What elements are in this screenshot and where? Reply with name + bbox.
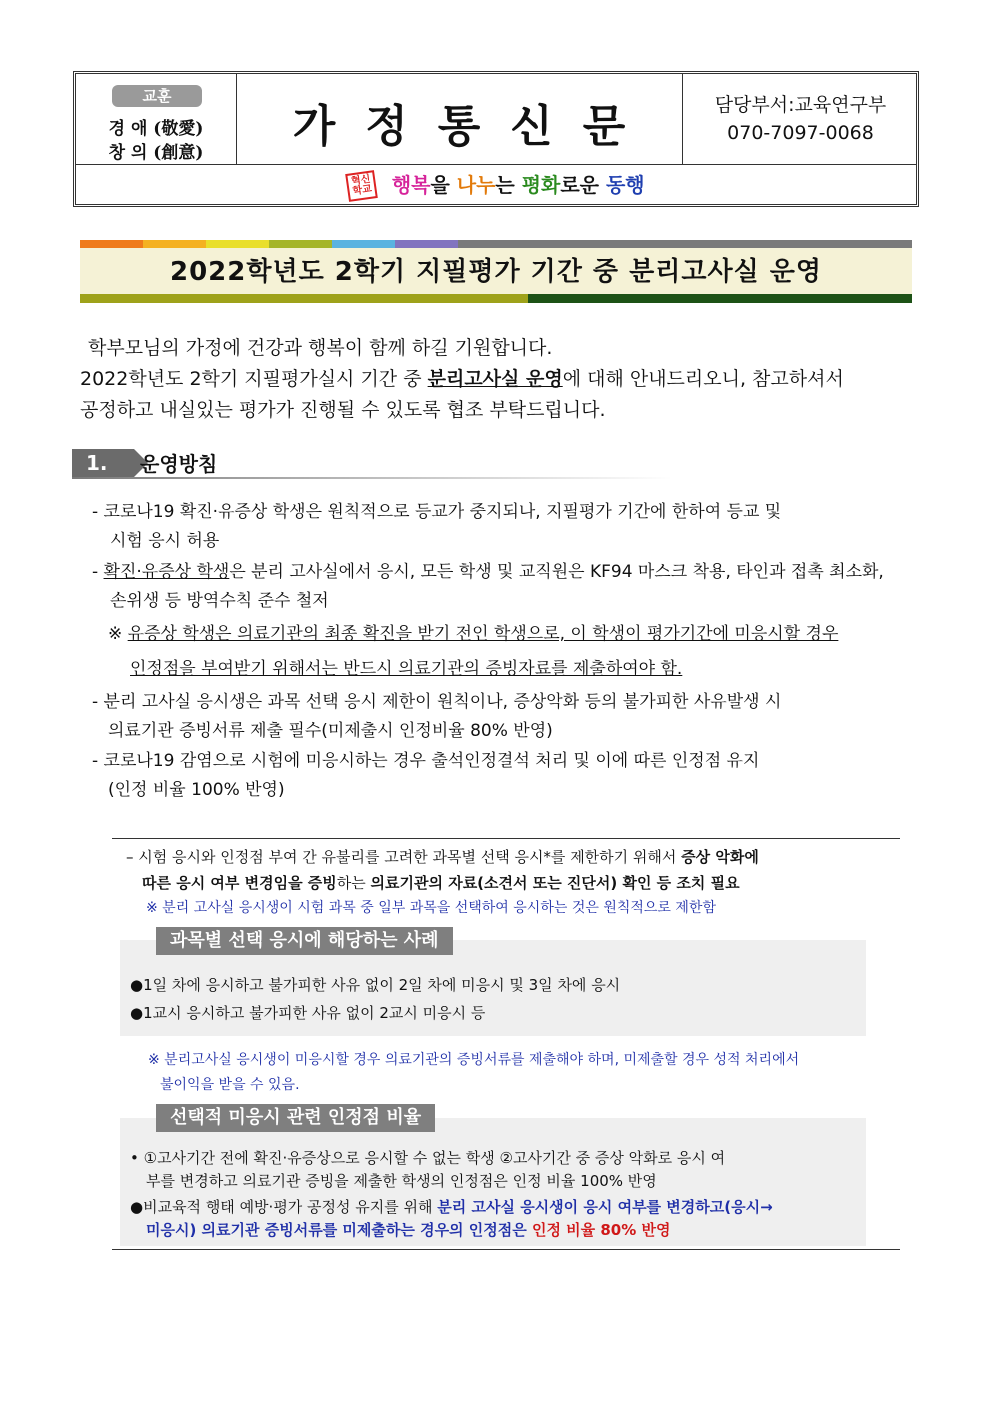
- box-para-line-1: [126, 844, 759, 870]
- bullet-3-line-1: - 분리 고사실 응시생은 과목 선택 응시 제한이 원칙이나, 증상악화 등의 불가피한 사유발생 시: [92, 692, 782, 712]
- note-text: 유증상 학생은 의료기관의 최종 확진을 받기 전인 학생으로, 이 학생이 평가기간에 미응시할 경우: [127, 624, 839, 644]
- bullet-underline: 확진·유증상 학생: [103, 562, 230, 582]
- stripe-segment: [80, 240, 143, 248]
- intro-line-2: [80, 364, 844, 395]
- title-banner: [80, 248, 912, 294]
- ratio-tag: 선택적 미응시 관련 인정점 비율: [156, 1104, 435, 1132]
- ratio-1-line-2: 부를 변경하고 의료기관 증빙을 제출한 학생의 인정점은 인정 비율 100% 반영: [146, 1172, 657, 1190]
- slogan-part: 나누: [456, 173, 496, 197]
- newsletter-title: 가정통신문: [292, 101, 656, 152]
- intro-text: 2022학년도 2학기 지필평가실시 기간 중: [80, 368, 428, 390]
- section-underline: [72, 477, 672, 479]
- ratio-emphasis: 분리 고사실 응시생이 응시 여부를 변경하고(응시→: [437, 1198, 773, 1216]
- intro-line-1: 학부모님의 가정에 건강과 행복이 함께 하길 기원합니다.: [88, 337, 553, 359]
- banner-underline-green: [528, 294, 912, 303]
- cases-tag: 과목별 선택 응시에 해당하는 사례: [156, 927, 453, 955]
- motto-label: 교훈: [112, 85, 202, 107]
- stripe-segment: [269, 240, 332, 248]
- box-note-1: ※ 분리 고사실 응시생이 시험 과목 중 일부 과목을 선택하여 응시하는 것은 원칙적으로 제한함: [146, 900, 716, 916]
- stamp-line-1: 혁신: [350, 173, 372, 187]
- bullet-2-line-1: [92, 558, 884, 587]
- box-note-2-line-1: ※ 분리고사실 응시생이 미응시할 경우 의료기관의 증빙서류를 제출해야 하며, 미제출할 경우 성적 처리에서: [148, 1052, 800, 1068]
- box-bold: 증상 악화에: [681, 848, 759, 866]
- note-line-1: [108, 620, 838, 649]
- school-slogan: [392, 164, 645, 207]
- slogan-row: [76, 164, 916, 207]
- motto-line-2: 창 의 (創意): [108, 143, 204, 163]
- motto-line-1: 경 애 (敬愛): [108, 119, 204, 139]
- stripe-segment: [332, 240, 395, 248]
- bullet-1-line-1: - 코로나19 확진·유증상 학생은 원칙적으로 등교가 중지되나, 지필평가 기간에 한하여 등교 및: [92, 502, 782, 522]
- ratio-emphasis: 미응시) 의료기관 증빙서류를 미제출하는 경우의 인정점은: [146, 1221, 532, 1239]
- slogan-part: 동행: [605, 173, 645, 197]
- box-text: – 시험 응시와 인정점 부여 간 유불리를 고려한 과목별 선택 응시*를 제한하기 위해서: [126, 848, 682, 866]
- note-symbol: ※: [108, 624, 128, 644]
- bullet-4-line-2: (인정 비율 100% 반영): [108, 780, 285, 800]
- case-1: ●1일 차에 응시하고 불가피한 사유 없이 2일 차에 미응시 및 3일 차에 응시: [130, 976, 621, 994]
- slogan-part: 로운: [560, 173, 606, 197]
- title-cell: [236, 74, 683, 164]
- phone-number: 070-7097-0068: [727, 122, 874, 144]
- section-title: 운영방침: [140, 452, 218, 476]
- ratio-text: ●비교육적 행태 예방·평가 공정성 유지를 위해: [130, 1198, 438, 1216]
- ratio-2-line-2: [146, 1217, 670, 1243]
- ratio-red-emphasis: 인정 비율 80% 반영: [531, 1221, 671, 1239]
- department: 담당부서:교육연구부: [714, 94, 887, 116]
- intro-line-3: 공정하고 내실있는 평가가 진행될 수 있도록 협조 부탁드립니다.: [80, 399, 606, 421]
- stripe-segment: [458, 240, 912, 248]
- stripe-segment: [206, 240, 269, 248]
- ratio-1-line-1: • ①고사기간 전에 확진·유증상으로 응시할 수 없는 학생 ②고사기간 중 증상 악화로 응시 여: [130, 1149, 726, 1167]
- box-bold: 따른 응시 여부 변경임을 증빙: [142, 874, 337, 892]
- bullet-1-line-2: 시험 응시 허용: [110, 531, 220, 551]
- intro-highlight: 분리고사실 운영: [427, 368, 563, 390]
- slogan-part: 행복: [391, 173, 431, 197]
- bullet-2-line-2: 손위생 등 방역수칙 준수 철저: [110, 591, 329, 611]
- bullet-3-line-2: 의료기관 증빙서류 제출 필수(미제출시 인정비율 80% 반영): [108, 721, 553, 741]
- bullet-text: -: [92, 562, 104, 582]
- stripe-segment: [395, 240, 458, 248]
- box-para-line-2: [142, 870, 740, 896]
- innovation-school-stamp: [346, 170, 379, 202]
- box-top-rule: [112, 838, 900, 839]
- box-note-2-line-2: 불이익을 받을 수 있음.: [160, 1077, 300, 1093]
- note-line-2: 인정점을 부여받기 위해서는 반드시 의료기관의 증빙자료를 제출하여야 함.: [130, 659, 683, 679]
- stamp-line-2: 학교: [352, 183, 374, 197]
- case-2: ●1교시 응시하고 불가피한 사유 없이 2교시 미응시 등: [130, 1004, 486, 1022]
- slogan-part: 평화: [521, 173, 561, 197]
- box-bold: 의료기관의 자료(소견서 또는 진단서) 확인 등 조치 필요: [370, 874, 740, 892]
- stripe-segment: [143, 240, 206, 248]
- motto-cell: [76, 74, 237, 164]
- slogan-part: 을: [430, 173, 457, 197]
- banner-underline-olive: [80, 294, 528, 303]
- box-text: 하는: [336, 874, 371, 892]
- header-top-row: [76, 74, 916, 165]
- banner-title: 2022학년도 2학기 지필평가 기간 중 분리고사실 운영: [170, 257, 822, 287]
- bullet-4-line-1: - 코로나19 감염으로 시험에 미응시하는 경우 출석인정결석 처리 및 이에 따른 인정점 유지: [92, 751, 760, 771]
- box-bottom-rule: [112, 1249, 900, 1250]
- bullet-text: 은 분리 고사실에서 응시, 모든 학생 및 교직원은 KF94 마스크 착용, 타인과 접촉 최소화,: [229, 562, 884, 582]
- section-number: 1.: [72, 449, 134, 477]
- newsletter-header: [73, 71, 919, 207]
- intro-text: 에 대해 안내드리오니, 참고하셔서: [562, 368, 844, 390]
- slogan-part: 는: [495, 173, 522, 197]
